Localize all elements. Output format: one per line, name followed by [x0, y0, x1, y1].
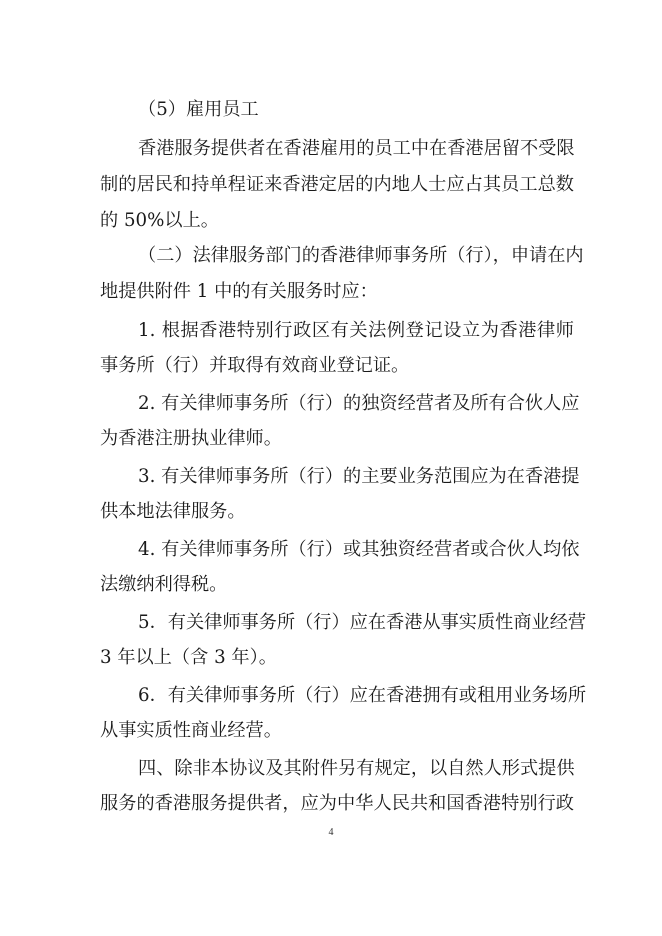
item-6-line-1: 6．有关律师事务所（行）应在香港拥有或租用业务场所: [138, 685, 587, 706]
section-two-line-1: （二）法律服务部门的香港律师事务所（行），申请在内: [138, 245, 584, 266]
item-2-line-2: 为香港注册执业律师。: [100, 428, 282, 449]
employ-body-line-1: 香港服务提供者在香港雇用的员工中在香港居留不受限: [138, 138, 575, 159]
section-two-line-2: 地提供附件 1 中的有关服务时应：: [100, 281, 378, 302]
item-4-line-1: 4. 有关律师事务所（行）或其独资经营者或合伙人均依: [138, 539, 580, 560]
item-2-line-1: 2. 有关律师事务所（行）的独资经营者及所有合伙人应: [138, 393, 580, 414]
item-5-line-1: 5．有关律师事务所（行）应在香港从事实质性商业经营: [138, 612, 587, 633]
page-number: 4: [328, 827, 334, 838]
item-3-line-2: 供本地法律服务。: [100, 501, 246, 522]
item-1-line-1: 1. 根据香港特别行政区有关法例登记设立为香港律师: [138, 320, 574, 341]
section-four-line-2: 服务的香港服务提供者，应为中华人民共和国香港特别行政: [100, 793, 574, 814]
employ-heading: （5）雇用员工: [138, 99, 259, 120]
item-1-line-2: 事务所（行）并取得有效商业登记证。: [100, 355, 410, 376]
employ-body-line-3: 的 50%以上。: [100, 210, 219, 231]
section-four-line-1: 四、除非本协议及其附件另有规定，以自然人形式提供: [138, 758, 575, 779]
item-3-line-1: 3. 有关律师事务所（行）的主要业务范围应为在香港提: [138, 466, 580, 487]
employ-body-line-2: 制的居民和持单程证来香港定居的内地人士应占其员工总数: [100, 174, 574, 195]
item-5-line-2: 3 年以上（含 3 年）。: [100, 647, 277, 668]
item-6-line-2: 从事实质性商业经营。: [100, 720, 282, 741]
item-4-line-2: 法缴纳利得税。: [100, 574, 228, 595]
